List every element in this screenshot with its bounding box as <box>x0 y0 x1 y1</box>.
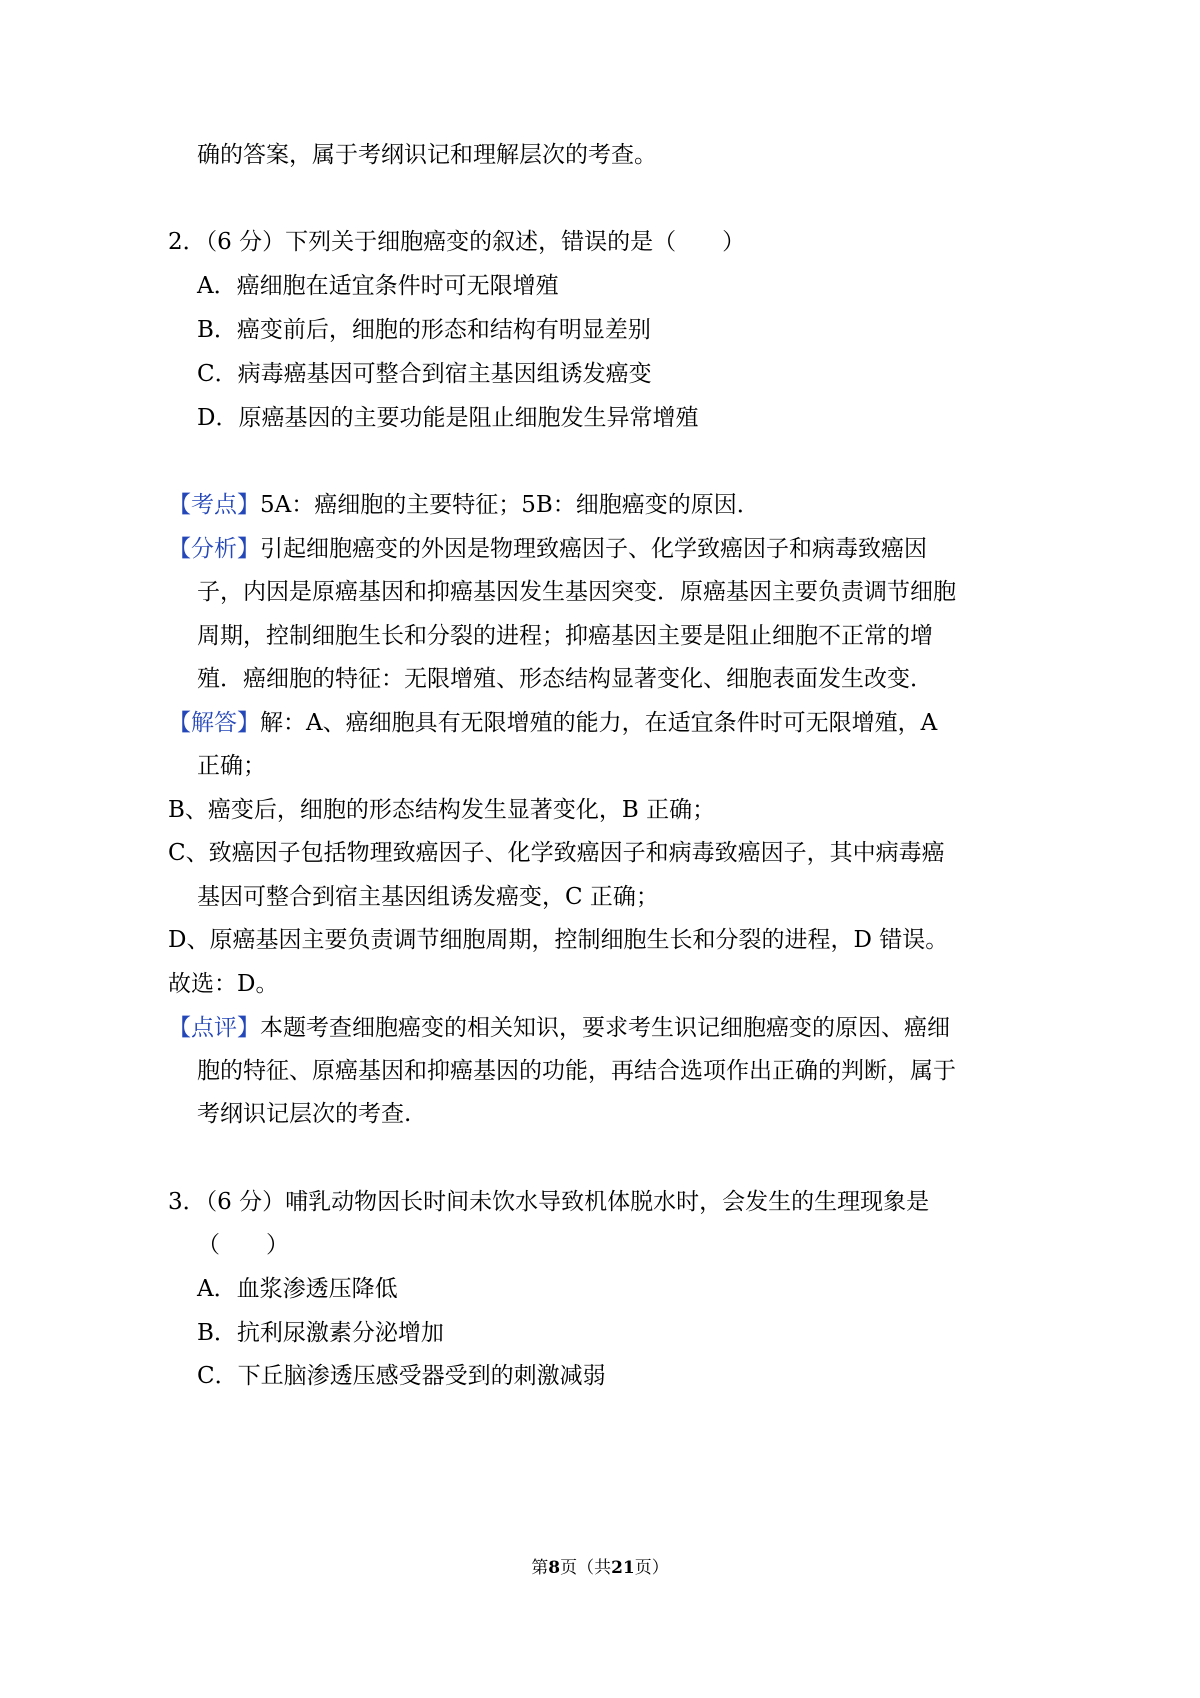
dianping-tag: 【点评】 <box>168 1015 260 1041</box>
footer-middle: 页（共 <box>560 1558 612 1578</box>
kaodian-section <box>168 490 760 520</box>
fenxi-section <box>168 534 927 564</box>
kaodian-text: 5A：癌细胞的主要特征；5B：细胞癌变的原因． <box>260 492 760 518</box>
jieda-line: B、癌变后，细胞的形态结构发生显著变化，B 正确； <box>168 797 716 823</box>
option-c: C．下丘脑渗透压感受器受到的刺激减弱 <box>197 1363 606 1389</box>
jieda-line: D、原癌基因主要负责调节细胞周期，控制细胞生长和分裂的进程，D 错误。 <box>168 927 949 953</box>
fenxi-line: 周期，控制细胞生长和分裂的进程；抑癌基因主要是阻止细胞不正常的增 <box>197 623 933 649</box>
dianping-line: 胞的特征、原癌基因和抑癌基因的功能，再结合选项作出正确的判断，属于 <box>197 1058 956 1084</box>
fenxi-tag: 【分析】 <box>168 536 260 562</box>
option-b: B．癌变前后，细胞的形态和结构有明显差别 <box>197 317 651 343</box>
jieda-line: C、致癌因子包括物理致癌因子、化学致癌因子和病毒致癌因子，其中病毒癌 <box>168 840 945 866</box>
dianping-line: 考纲识记层次的考查. <box>197 1101 412 1127</box>
dianping-section <box>168 1013 950 1043</box>
jieda-answer: 故选：D。 <box>168 971 279 997</box>
page-footer <box>0 1556 1200 1580</box>
question-3-stem: 3．（6 分）哺乳动物因长时间未饮水导致机体脱水时，会发生的生理现象是 <box>168 1189 930 1215</box>
answer-blank: （ ） <box>197 1232 289 1258</box>
fenxi-line: 引起细胞癌变的外因是物理致癌因子、化学致癌因子和病毒致癌因 <box>260 536 927 562</box>
fenxi-line: 子，内因是原癌基因和抑癌基因发生基因突变．原癌基因主要负责调节细胞 <box>197 579 956 605</box>
footer-suffix: 页） <box>634 1558 669 1578</box>
footer-prefix: 第 <box>531 1558 549 1578</box>
total-pages: 21 <box>611 1558 635 1578</box>
option-b: B．抗利尿激素分泌增加 <box>197 1320 444 1346</box>
previous-explanation-tail: 确的答案，属于考纲识记和理解层次的考查。 <box>197 142 657 168</box>
jieda-tag: 【解答】 <box>168 710 260 736</box>
option-c: C．病毒癌基因可整合到宿主基因组诱发癌变 <box>197 361 652 387</box>
kaodian-tag: 【考点】 <box>168 492 260 518</box>
jieda-line: 基因可整合到宿主基因组诱发癌变，C 正确； <box>197 884 659 910</box>
option-a: A．癌细胞在适宜条件时可无限增殖 <box>197 273 559 299</box>
question-2-stem: 2．（6 分）下列关于细胞癌变的叙述，错误的是（ ） <box>168 229 746 255</box>
option-a: A．血浆渗透压降低 <box>197 1276 398 1302</box>
jieda-section <box>168 708 937 738</box>
jieda-line: 正确； <box>197 753 266 779</box>
fenxi-line: 殖．癌细胞的特征：无限增殖、形态结构显著变化、细胞表面发生改变． <box>197 666 933 692</box>
dianping-line: 本题考查细胞癌变的相关知识，要求考生识记细胞癌变的原因、癌细 <box>260 1015 950 1041</box>
option-d: D．原癌基因的主要功能是阻止细胞发生异常增殖 <box>197 405 699 431</box>
current-page-number: 8 <box>548 1558 561 1578</box>
jieda-line: 解：A、癌细胞具有无限增殖的能力，在适宜条件时可无限增殖，A <box>260 710 938 736</box>
